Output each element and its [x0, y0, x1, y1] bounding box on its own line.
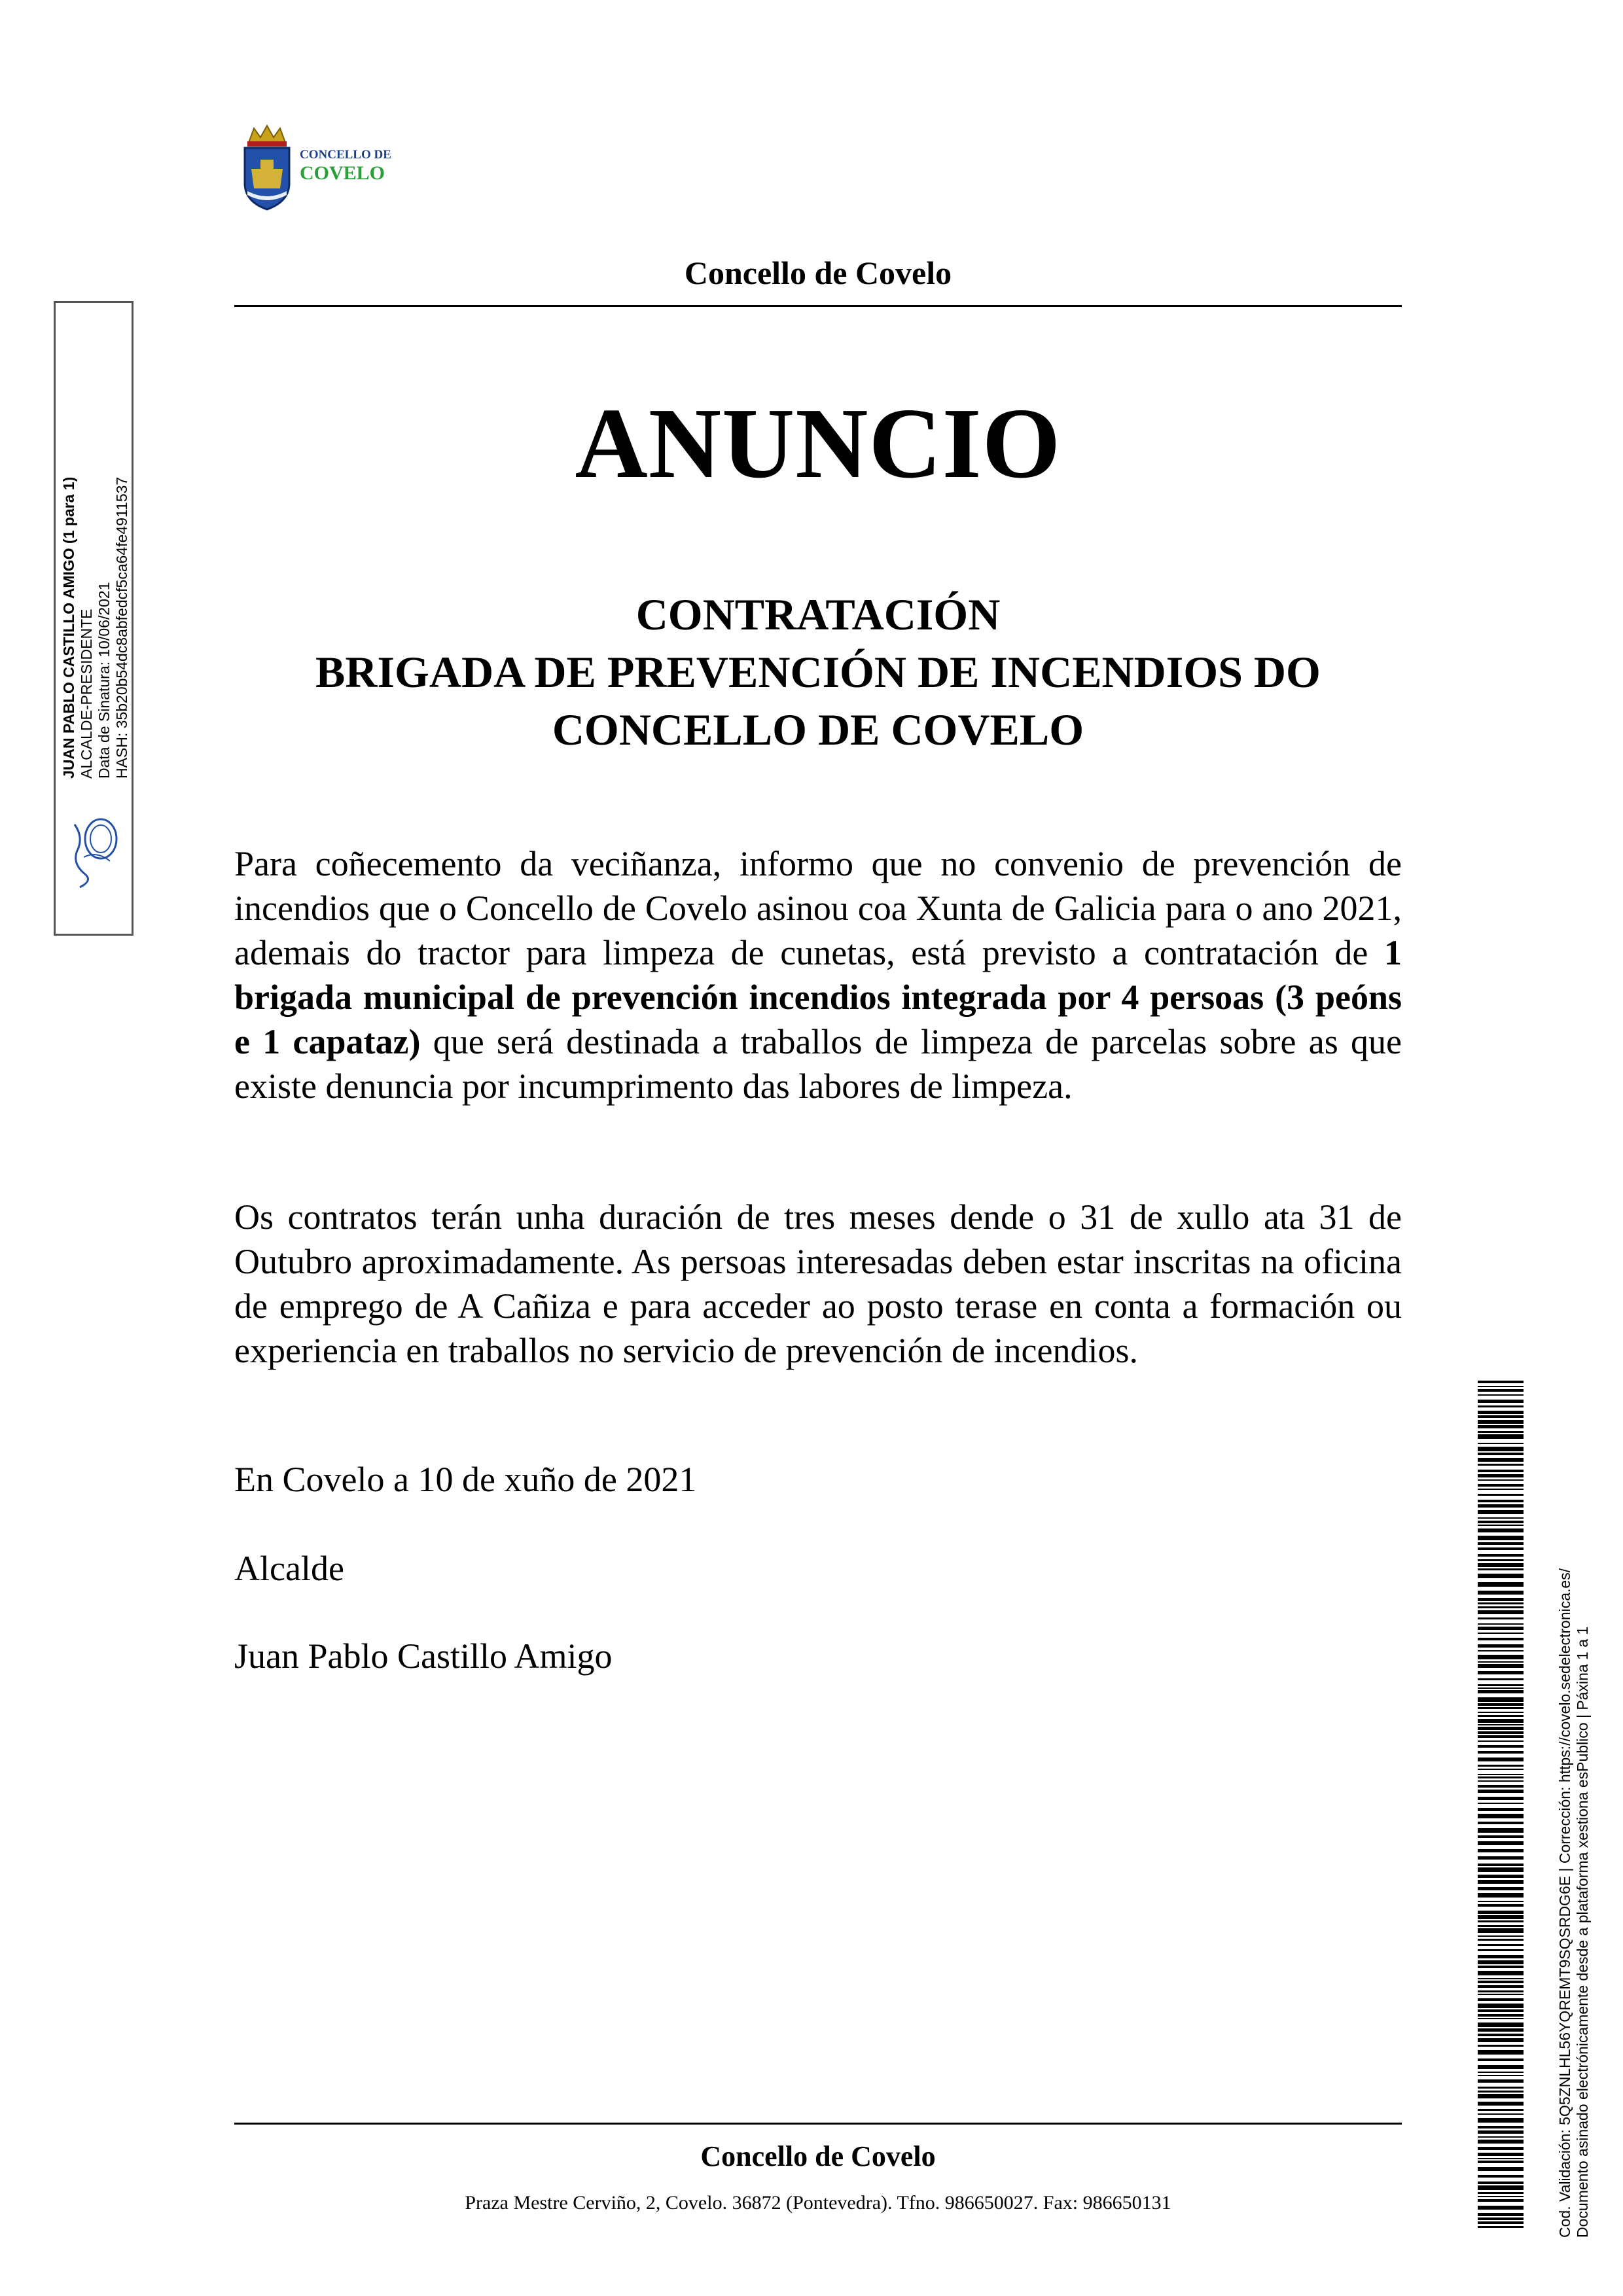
barcode-bar — [1478, 1470, 1524, 1472]
barcode-bar — [1478, 2226, 1524, 2228]
paragraph-1-bold: 1 brigada municipal de prevención incendios integrada por 4 persoas (3 peóns e 1 capataz) — [234, 933, 1402, 1061]
signature-line-4: HASH: 35b20b54dc8abfedcf5ca64fe4911537 — [113, 476, 130, 779]
barcode-bar — [1478, 1707, 1524, 1709]
barcode-bar — [1478, 1690, 1524, 1693]
barcode-bar — [1478, 1504, 1524, 1508]
barcode-bar — [1478, 1420, 1524, 1424]
barcode-bar — [1478, 1944, 1524, 1946]
barcode-bar — [1478, 2206, 1524, 2210]
footer-address: Praza Mestre Cerviño, 2, Covelo. 36872 (Pontevedra). Tfno. 986650027. Fax: 986650131 — [465, 2192, 1171, 2214]
barcode-bar — [1478, 1880, 1524, 1884]
barcode-bar — [1478, 1735, 1524, 1738]
barcode-bar — [1478, 1887, 1524, 1890]
coat-of-arms-icon — [234, 123, 300, 215]
barcode-bar — [1478, 1389, 1524, 1392]
barcode-bar — [1478, 1915, 1524, 1919]
barcode-bar — [1478, 2065, 1524, 2069]
barcode-bar — [1478, 1703, 1524, 1706]
barcode-bar — [1478, 1978, 1524, 1979]
paragraph-1-start: Para coñecemento da veciñanza, informo que no convenio de prevención de incendios que o Concello de Covelo asinou coa Xunta de Galicia para o ano 2021, ademais do tractor para limpeza de cunetas, está previsto a contratación de — [234, 844, 1402, 972]
barcode-bar — [1478, 1568, 1524, 1570]
barcode-bar — [1478, 1745, 1524, 1748]
barcode-bar — [1478, 1985, 1524, 1988]
barcode-bar — [1478, 1928, 1524, 1933]
concello-logo — [234, 123, 391, 215]
barcode-bar — [1478, 1719, 1524, 1723]
barcode-bar — [1478, 1867, 1524, 1872]
barcode-bar — [1478, 2199, 1524, 2202]
barcode-bar — [1478, 2034, 1524, 2036]
barcode-bar — [1478, 2221, 1524, 2224]
barcode-bar — [1478, 1494, 1524, 1496]
barcode-bar — [1478, 1627, 1524, 1630]
barcode-bar — [1478, 1697, 1524, 1702]
barcode-bar — [1478, 2087, 1524, 2089]
barcode-bar — [1478, 1841, 1524, 1845]
barcode-bar — [1478, 1671, 1524, 1674]
logo-text-main: COVELO — [300, 162, 385, 184]
barcode-bar — [1478, 1536, 1524, 1540]
subtitle-line-1: CONTRATACIÓN — [635, 590, 1001, 639]
barcode-bar — [1478, 1563, 1524, 1567]
barcode-bar — [1478, 1925, 1524, 1927]
barcode-bar — [1478, 1479, 1524, 1481]
barcode-bar — [1478, 1598, 1524, 1601]
barcode-bar — [1478, 1994, 1524, 1995]
barcode-bar — [1478, 1712, 1524, 1713]
barcode-bar — [1478, 2130, 1524, 2134]
barcode-bar — [1478, 1893, 1524, 1898]
barcode-bar — [1478, 1400, 1524, 1403]
barcode-bar — [1478, 2028, 1524, 2032]
barcode-bar — [1478, 2118, 1524, 2123]
subtitle — [234, 586, 1402, 758]
barcode-bar — [1478, 1731, 1524, 1734]
subtitle-line-3: CONCELLO DE COVELO — [552, 705, 1084, 754]
barcode-bar — [1478, 1966, 1524, 1968]
signature-line-2: ALCALDE-PRESIDENTE — [78, 609, 95, 779]
barcode-bar — [1478, 1464, 1524, 1466]
barcode-bar — [1478, 1582, 1524, 1587]
header-divider — [234, 305, 1402, 307]
barcode-bar — [1478, 1633, 1524, 1634]
barcode-bar — [1478, 1776, 1524, 1778]
barcode-bar — [1478, 2213, 1524, 2216]
barcode-bar — [1478, 2136, 1524, 2138]
barcode-bar — [1478, 1606, 1524, 1608]
barcode-bar — [1478, 2079, 1524, 2083]
barcode-bar — [1478, 1863, 1524, 1866]
signer-name: Juan Pablo Castillo Amigo — [234, 1636, 613, 1676]
barcode-bar — [1478, 1822, 1524, 1824]
barcode-bar — [1478, 2192, 1524, 2194]
barcode-bar — [1478, 1949, 1524, 1951]
barcode-bar — [1478, 1554, 1524, 1557]
footer-organization: Concello de Covelo — [700, 2140, 936, 2172]
barcode-bar — [1478, 1591, 1524, 1595]
barcode-bar — [1478, 1780, 1524, 1782]
barcode-bar — [1478, 1960, 1524, 1964]
barcode-bar — [1478, 1808, 1524, 1811]
barcode-bar — [1478, 2091, 1524, 2093]
barcode-bar — [1478, 1875, 1524, 1878]
barcode-bar — [1478, 1687, 1524, 1689]
barcode-bar — [1478, 2014, 1524, 2017]
barcode-bar — [1478, 1765, 1524, 1767]
barcode-bar — [1478, 1935, 1524, 1937]
barcode-bar — [1478, 1484, 1524, 1487]
barcode-bar — [1478, 1411, 1524, 1414]
barcode-bar — [1478, 1528, 1524, 1532]
barcode-bar — [1478, 1617, 1524, 1619]
barcode-bar — [1478, 1394, 1524, 1396]
barcode-bar — [1478, 1803, 1524, 1804]
barcode-bar — [1478, 1835, 1524, 1838]
barcode-bar — [1478, 2075, 1524, 2076]
barcode-bar — [1478, 2022, 1524, 2027]
paragraph-1-end: que será destinada a traballos de limpeza de parcelas sobre as que existe denuncia por incumprimento das labores de limpeza. — [234, 1022, 1402, 1106]
barcode-bar — [1478, 1644, 1524, 1648]
barcode-bar — [1478, 1971, 1524, 1975]
barcode-bar — [1478, 2058, 1524, 2061]
barcode-bar — [1478, 1751, 1524, 1754]
paragraph-2: Os contratos terán unha duración de tres meses dende o 31 de xullo ata 31 de Outubro aproximadamente. As persoas interesadas deben estar inscritas na oficina de emprego de A Cañiza e para acceder ao posto terase en conta a formación ou experiencia en traballos no servicio de prevención de incendios. — [234, 1197, 1402, 1370]
barcode-bar — [1478, 1678, 1524, 1680]
barcode-bar — [1478, 1998, 1524, 2001]
barcode-bar — [1478, 1542, 1524, 1545]
barcode-bar — [1478, 1769, 1524, 1770]
barcode-bar — [1478, 1814, 1524, 1818]
barcode-bar — [1478, 1901, 1524, 1902]
barcode-bar — [1478, 2217, 1524, 2220]
barcode-bar — [1478, 1521, 1524, 1523]
page-title: ANUNCIO — [575, 388, 1061, 499]
barcode-bar — [1478, 2004, 1524, 2008]
barcode-bar — [1478, 2009, 1524, 2012]
barcode-bar — [1478, 1724, 1524, 1725]
barcode-bar — [1478, 2140, 1524, 2144]
signature-line-1: JUAN PABLO CASTILLO AMIGO (1 para 1) — [60, 476, 77, 779]
logo-text-top: CONCELLO DE — [300, 148, 391, 162]
barcode-bar — [1478, 2094, 1524, 2098]
barcode-bar — [1478, 2196, 1524, 2197]
validation-line-1: Cod. Validación: 5Q5ZNLHL56YQREMT9SQSRDG6E | Corrección: https://covelo.sedelectronica.es/ — [1556, 1568, 1573, 2238]
barcode-bar — [1478, 2161, 1524, 2163]
barcode-bar — [1478, 2109, 1524, 2111]
barcode-bar — [1478, 1849, 1524, 1852]
barcode-bar — [1478, 2018, 1524, 2019]
barcode-bar — [1478, 1650, 1524, 1651]
barcode-bar — [1478, 1981, 1524, 1983]
barcode-bar — [1478, 1474, 1524, 1477]
barcode-bar — [1478, 1510, 1524, 1514]
signer-role: Alcalde — [234, 1549, 344, 1588]
barcode-bar — [1478, 1559, 1524, 1561]
barcode-bar — [1478, 2181, 1524, 2184]
barcode-bar — [1478, 1828, 1524, 1833]
barcode-bar — [1478, 1500, 1524, 1502]
subtitle-line-2: BRIGADA DE PREVENCIÓN DE INCENDIOS DO — [315, 647, 1321, 697]
barcode-bar — [1478, 1740, 1524, 1742]
footer-divider — [234, 2123, 1402, 2125]
barcode-bar — [1478, 1381, 1524, 1383]
barcode-bar — [1478, 1684, 1524, 1686]
barcode-bar — [1478, 2045, 1524, 2047]
barcode-bar — [1478, 1453, 1524, 1455]
barcode-bar — [1478, 1920, 1524, 1922]
barcode-bar — [1478, 2158, 1524, 2159]
barcode-bar — [1478, 1939, 1524, 1941]
barcode-bar — [1478, 1790, 1524, 1793]
date-line: En Covelo a 10 de xuño de 2021 — [234, 1460, 697, 1499]
signature-line-3: Data de Sinatura: 10/06/2021 — [96, 582, 113, 779]
barcode-bar — [1478, 1431, 1524, 1433]
barcode-bar — [1478, 1405, 1524, 1407]
barcode-bar — [1478, 1911, 1524, 1914]
barcode-bar — [1478, 1386, 1524, 1387]
barcode-bar — [1478, 1715, 1524, 1717]
barcode-bar — [1478, 1785, 1524, 1788]
barcode-bar — [1478, 1517, 1524, 1519]
validation-line-2: Documento asinado electrónicamente desde a plataforma xestiona esPublico | Páxina 1 a 1 — [1574, 1626, 1591, 2238]
barcode-bar — [1478, 1574, 1524, 1578]
barcode-bar — [1478, 1638, 1524, 1640]
barcode-bar — [1478, 2167, 1524, 2171]
barcode-bar — [1478, 1415, 1524, 1418]
barcode-bar — [1478, 2102, 1524, 2106]
paragraph-1 — [234, 841, 1402, 1108]
barcode-bar — [1478, 1434, 1524, 1439]
barcode-bar — [1478, 2185, 1524, 2190]
validation-barcode — [1478, 1381, 1524, 2231]
barcode-bar — [1478, 2113, 1524, 2115]
barcode-bar — [1478, 1757, 1524, 1761]
barcode-bar — [1478, 2050, 1524, 2055]
barcode-bar — [1478, 1797, 1524, 1800]
barcode-bar — [1478, 2175, 1524, 2178]
barcode-bar — [1478, 1623, 1524, 1625]
header-organization: Concello de Covelo — [684, 255, 952, 291]
barcode-bar — [1478, 1610, 1524, 1614]
barcode-bar — [1478, 1525, 1524, 1526]
barcode-bar — [1478, 2072, 1524, 2073]
barcode-bar — [1478, 1447, 1524, 1451]
barcode-bar — [1478, 1774, 1524, 1775]
barcode-bar — [1478, 2147, 1524, 2150]
barcode-bar — [1478, 1904, 1524, 1907]
signature-seal-icon — [71, 811, 123, 890]
barcode-bar — [1478, 1856, 1524, 1860]
barcode-bar — [1478, 1955, 1524, 1958]
barcode-bar — [1478, 2038, 1524, 2042]
barcode-bar — [1478, 2153, 1524, 2156]
barcode-bar — [1478, 1655, 1524, 1659]
barcode-bar — [1478, 1489, 1524, 1490]
barcode-bar — [1478, 1664, 1524, 1668]
barcode-bar — [1478, 1547, 1524, 1550]
barcode-bar — [1478, 1425, 1524, 1428]
barcode-bar — [1478, 1990, 1524, 1992]
barcode-bar — [1478, 1661, 1524, 1663]
barcode-bar — [1478, 2126, 1524, 2128]
barcode-bar — [1478, 1458, 1524, 1462]
barcode-bar — [1478, 1727, 1524, 1730]
barcode-bar — [1478, 1443, 1524, 1444]
barcode-bar — [1478, 1602, 1524, 1604]
